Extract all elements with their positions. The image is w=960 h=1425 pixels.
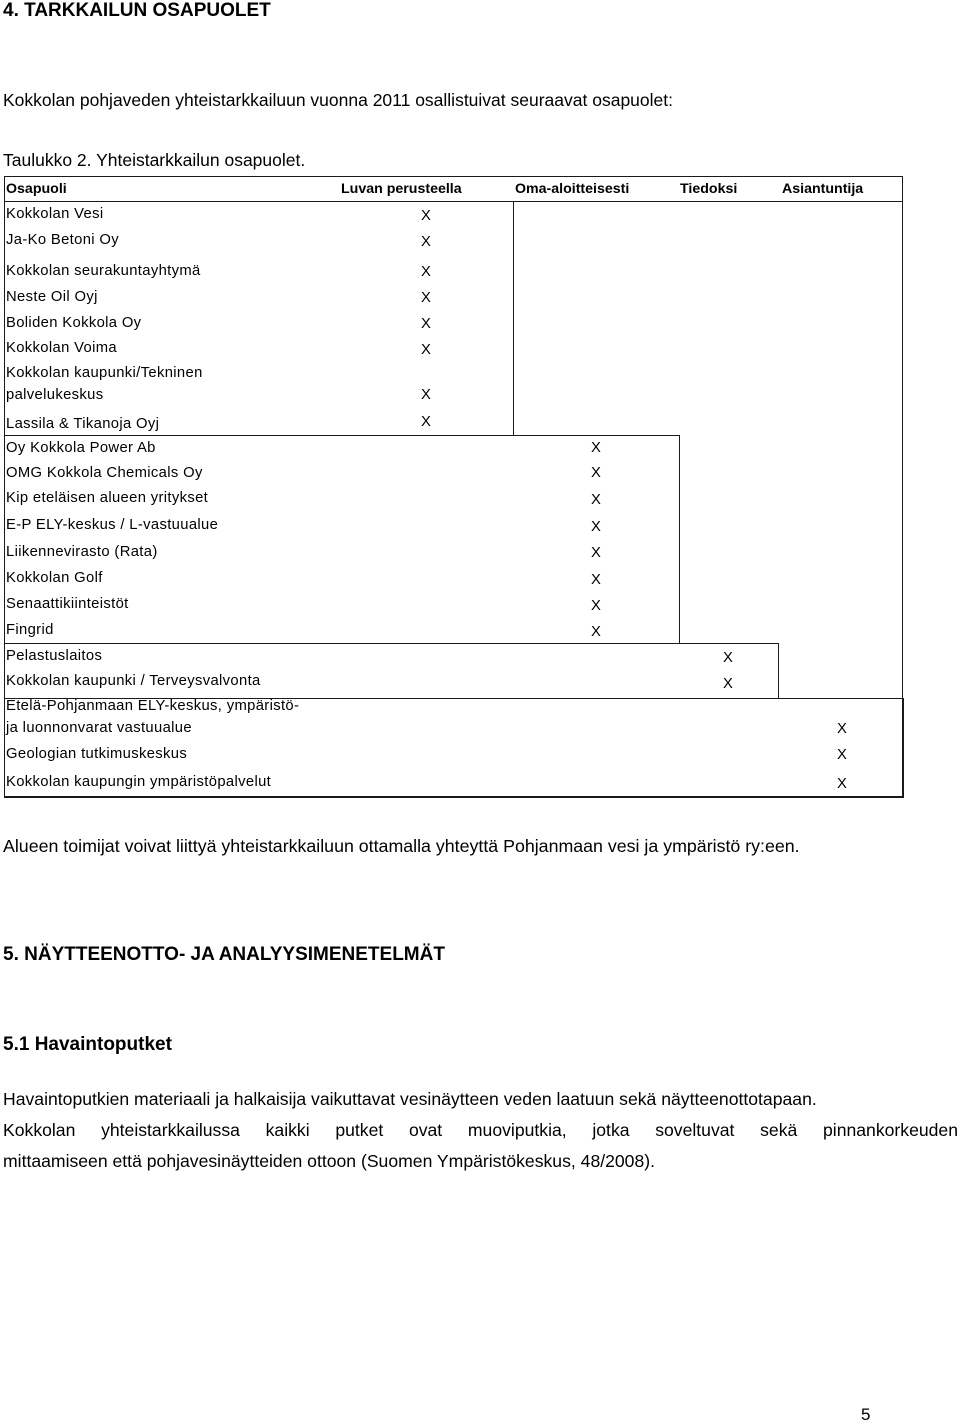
table-row-name: OMG Kokkola Chemicals Oy: [6, 465, 203, 481]
closing-text: Alueen toimijat voivat liittyä yhteistarkkailuun ottamalla yhteyttä Pohjanmaan vesi ja ympäristö ry:een.: [3, 836, 800, 856]
table-row-name: Kokkolan Vesi: [6, 206, 104, 222]
table-row-name: Kokkolan kaupungin ympäristöpalvelut: [6, 774, 272, 790]
table-row-mark: X: [723, 650, 733, 666]
table-row-mark: X: [591, 545, 601, 561]
table-header-tiedoksi: Tiedoksi: [680, 181, 738, 197]
table-row-mark: X: [591, 519, 601, 535]
participants-table: [4, 176, 903, 797]
table-row-mark: X: [837, 721, 847, 737]
intro-text: Kokkolan pohjaveden yhteistarkkailuun vuonna 2011 osallistuivat seuraavat osapuolet:: [3, 90, 673, 110]
table-header-asiantuntija: Asiantuntija: [782, 181, 864, 197]
table-row-name: Etelä-Pohjanmaan ELY-keskus, ympäristö-: [6, 698, 300, 714]
table-row-name-cont: ja luonnonvarat vastuualue: [6, 720, 192, 736]
table-row-name: Kokkolan Voima: [6, 340, 118, 356]
section-5-1-heading: 5.1 Havaintoputket: [3, 1034, 172, 1055]
table-row-mark: X: [421, 208, 431, 224]
table-row-name: Pelastuslaitos: [6, 648, 103, 664]
table-row-name: Kip eteläisen alueen yritykset: [6, 490, 209, 506]
table-row-name: Oy Kokkola Power Ab: [6, 440, 156, 456]
table-row-mark: X: [421, 387, 431, 403]
table-row-mark: X: [591, 440, 601, 456]
table-row-name: Neste Oil Oyj: [6, 289, 98, 305]
table-row-mark: X: [723, 676, 733, 692]
table-row-mark: X: [421, 290, 431, 306]
paragraph-line-1: Havaintoputkien materiaali ja halkaisija vaikuttavat vesinäytteen veden laatuun sekä näytteenottotapaan.: [3, 1089, 817, 1109]
table-row-name: E-P ELY-keskus / L-vastuualue: [6, 517, 219, 533]
table-row-mark: X: [591, 465, 601, 481]
table-row-mark: X: [421, 264, 431, 280]
table-row-name: Liikennevirasto (Rata): [6, 544, 158, 560]
table-row-mark: X: [591, 598, 601, 614]
table-header-oma-aloitteisesti: Oma-aloitteisesti: [515, 181, 630, 197]
table-row-mark: X: [421, 414, 431, 430]
table-row-name: Boliden Kokkola Oy: [6, 315, 142, 331]
table-row-mark: X: [591, 624, 601, 640]
paragraph-line-2: Kokkolan yhteistarkkailussa kaikki putket ovat muoviputkia, jotka soveltuvat sekä pinnankorkeuden: [3, 1120, 958, 1140]
table-row-name-cont: palvelukeskus: [6, 387, 104, 403]
table-row-name: Fingrid: [6, 622, 54, 638]
table-row-name: Kokkolan seurakuntayhtymä: [6, 263, 201, 279]
table-row-name: Kokkolan kaupunki/Tekninen: [6, 365, 203, 381]
table-row-name: Senaattikiinteistöt: [6, 596, 129, 612]
table-row-name: Kokkolan kaupunki / Terveysvalvonta: [6, 673, 261, 689]
paragraph-line-3: mittaamiseen että pohjavesinäytteiden ottoon (Suomen Ympäristökeskus, 48/2008).: [3, 1151, 655, 1171]
table-row-mark: X: [837, 747, 847, 763]
table-caption: Taulukko 2. Yhteistarkkailun osapuolet.: [3, 150, 306, 170]
table-section-3: [4, 643, 779, 699]
table-row-mark: X: [421, 316, 431, 332]
table-row-mark: X: [591, 492, 601, 508]
table-row-mark: X: [421, 342, 431, 358]
table-row-mark: X: [591, 572, 601, 588]
table-header-luvan-perusteella: Luvan perusteella: [341, 181, 462, 197]
table-row-mark: X: [837, 776, 847, 792]
table-row-name: Kokkolan Golf: [6, 570, 103, 586]
section-5-heading: 5. NÄYTTEENOTTO- JA ANALYYSIMENETELMÄT: [3, 944, 445, 965]
table-row-name: Lassila & Tikanoja Oyj: [6, 416, 160, 432]
table-row-name: Geologian tutkimuskeskus: [6, 746, 188, 762]
page-number: 5: [861, 1405, 871, 1424]
table-row-mark: X: [421, 234, 431, 250]
table-row-name: Ja-Ko Betoni Oy: [6, 232, 119, 248]
table-header-osapuoli: Osapuoli: [6, 181, 67, 197]
section-4-heading: 4. TARKKAILUN OSAPUOLET: [3, 0, 271, 21]
